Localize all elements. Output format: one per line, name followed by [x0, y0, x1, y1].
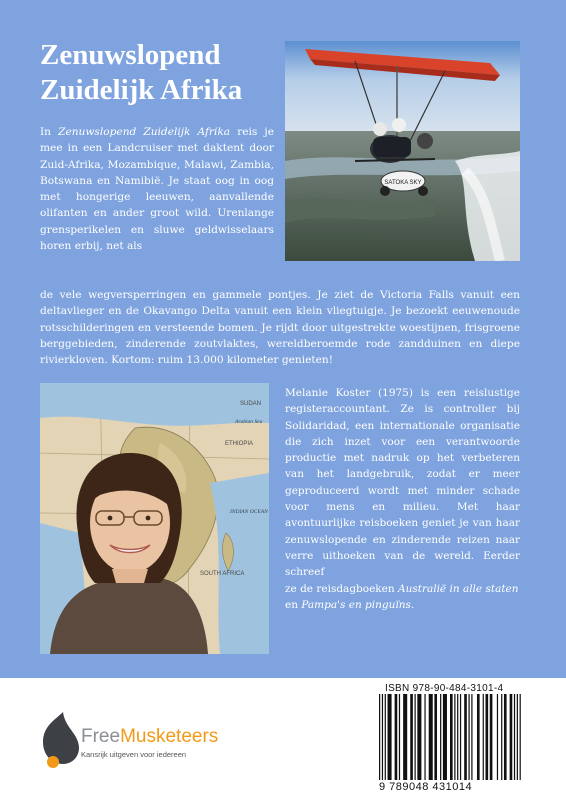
- publisher-name-part1: Free: [81, 726, 121, 747]
- hang-glider-illustration: [285, 41, 520, 261]
- blurb-book-title: Zenuwslopend Zuidelijk Afrika: [58, 126, 231, 138]
- barcode-bar: [450, 694, 453, 780]
- barcode: [379, 694, 521, 782]
- author-illustration: [40, 383, 269, 654]
- barcode-bar: [471, 694, 472, 780]
- barcode-bar: [415, 694, 416, 780]
- blurb-full-text: de vele wegversperringen en gammele pontjes. Je ziet de Victoria Falls vanuit een deltavlieger en de Okavango Delta vanuit een klein vliegtuigje. Je bezoekt eeuwenoude rotsschilderingen en versteende bomen. Je rijdt door uitgestrekte woestijnen, frisgroene berggebieden, zinderende zoutvlaktes, wereldberoemde rode zandduinen en diepe rivierkloven. Kortom: ruim 13.000 kilometer genieten!: [40, 289, 520, 367]
- barcode-bar: [440, 694, 441, 780]
- title-line-1: Zenuwslopend: [40, 39, 221, 71]
- barcode-bar: [454, 694, 455, 780]
- barcode-bar: [443, 694, 447, 780]
- blurb-left-text: reis je mee in een Landcruiser met daktent door Zuid-Afrika, Mozambique, Malawi, Zambia, Botswana en Namibië. Je staat oog in oog met hongerige leeuwen, aanvallende olifanten en ander groot wild. Urenlange grensperikelen en sluwe geldwisselaars horen erbij, net als: [40, 126, 274, 253]
- publisher-tagline: Kansrijk uitgeven voor iedereen: [81, 750, 187, 759]
- barcode-bar: [483, 694, 484, 780]
- map-label-sudan: SUDAN: [240, 401, 262, 407]
- barcode-bar: [510, 694, 513, 780]
- author-bio-text: Melanie Koster (1975) is een reislustige registeraccountant. Ze is controller bij Solidaridad, een internationale organisatie die zich inzet voor een verantwoorde productie met nadruk op het verbeteren van het landgebruik, zodat er meer geproduceerd wordt met minder schade voor mens en milieu. Met haar avontuurlijke reisboeken geniet je van haar zenuwslopende en zinderende reizen naar verre uithoeken van de wereld. Eerder schreef: [285, 387, 520, 579]
- barcode-bar: [504, 694, 507, 780]
- author-book2-prefix: en: [285, 598, 298, 611]
- publisher-name: [81, 726, 218, 748]
- map-label-indian-ocean: INDIAN OCEAN: [230, 509, 268, 515]
- barcode-bar: [497, 694, 498, 780]
- blurb-intro: [40, 124, 274, 254]
- blurb-intro-prefix: In: [40, 126, 52, 138]
- author-book1-title: Australië in alle staten: [397, 582, 519, 595]
- map-label-south-africa: SOUTH AFRICA: [200, 571, 245, 577]
- barcode-bar: [468, 694, 469, 780]
- barcode-bar: [417, 694, 421, 780]
- publisher-name-part2: Musketeers: [120, 726, 219, 747]
- barcode-bar: [520, 694, 521, 780]
- barcode-bar: [460, 694, 461, 780]
- glider-sign: SATOKA SKY: [384, 180, 422, 186]
- author-book1-prefix: ze de reisdagboeken: [285, 582, 395, 595]
- author-photo: [40, 383, 269, 654]
- barcode-bar: [424, 694, 425, 780]
- barcode-bar: [388, 694, 392, 780]
- isbn-label: ISBN 978-90-484-3101-4: [385, 683, 504, 694]
- author-bio: [285, 385, 520, 613]
- barcode-bar: [399, 694, 400, 780]
- barcode-bar: [490, 694, 493, 780]
- barcode-bar: [501, 694, 502, 780]
- barcode-bar: [395, 694, 398, 780]
- barcode-bar: [434, 694, 437, 780]
- publisher-logo-icon: [41, 712, 81, 772]
- author-previous-books: [285, 581, 520, 614]
- hang-glider-photo: [285, 41, 520, 261]
- publisher-logo: [41, 712, 241, 772]
- book-title: [40, 38, 280, 108]
- barcode-bar: [403, 694, 407, 780]
- author-book2-suffix: .: [410, 598, 415, 611]
- barcode-bar: [486, 694, 489, 780]
- barcode-bar: [477, 694, 480, 780]
- barcode-bar: [457, 694, 458, 780]
- barcode-bar: [514, 694, 515, 780]
- blurb-continued: [40, 287, 520, 368]
- barcode-bar: [517, 694, 518, 780]
- barcode-bar: [464, 694, 467, 780]
- barcode-bar: [382, 694, 383, 780]
- isbn-digits: 9 789048 431014: [379, 781, 473, 793]
- map-label-ethiopia: ETHIOPIA: [225, 441, 254, 447]
- map-label-arabian-sea: Arabian Sea: [235, 419, 263, 425]
- barcode-bar: [385, 694, 386, 780]
- barcode-bar: [410, 694, 413, 780]
- author-book2-title: Pampa's en pinguïns: [301, 598, 411, 611]
- barcode-bar: [379, 694, 380, 780]
- title-line-2: Zuidelijk Afrika: [40, 74, 243, 106]
- barcode-bar: [429, 694, 433, 780]
